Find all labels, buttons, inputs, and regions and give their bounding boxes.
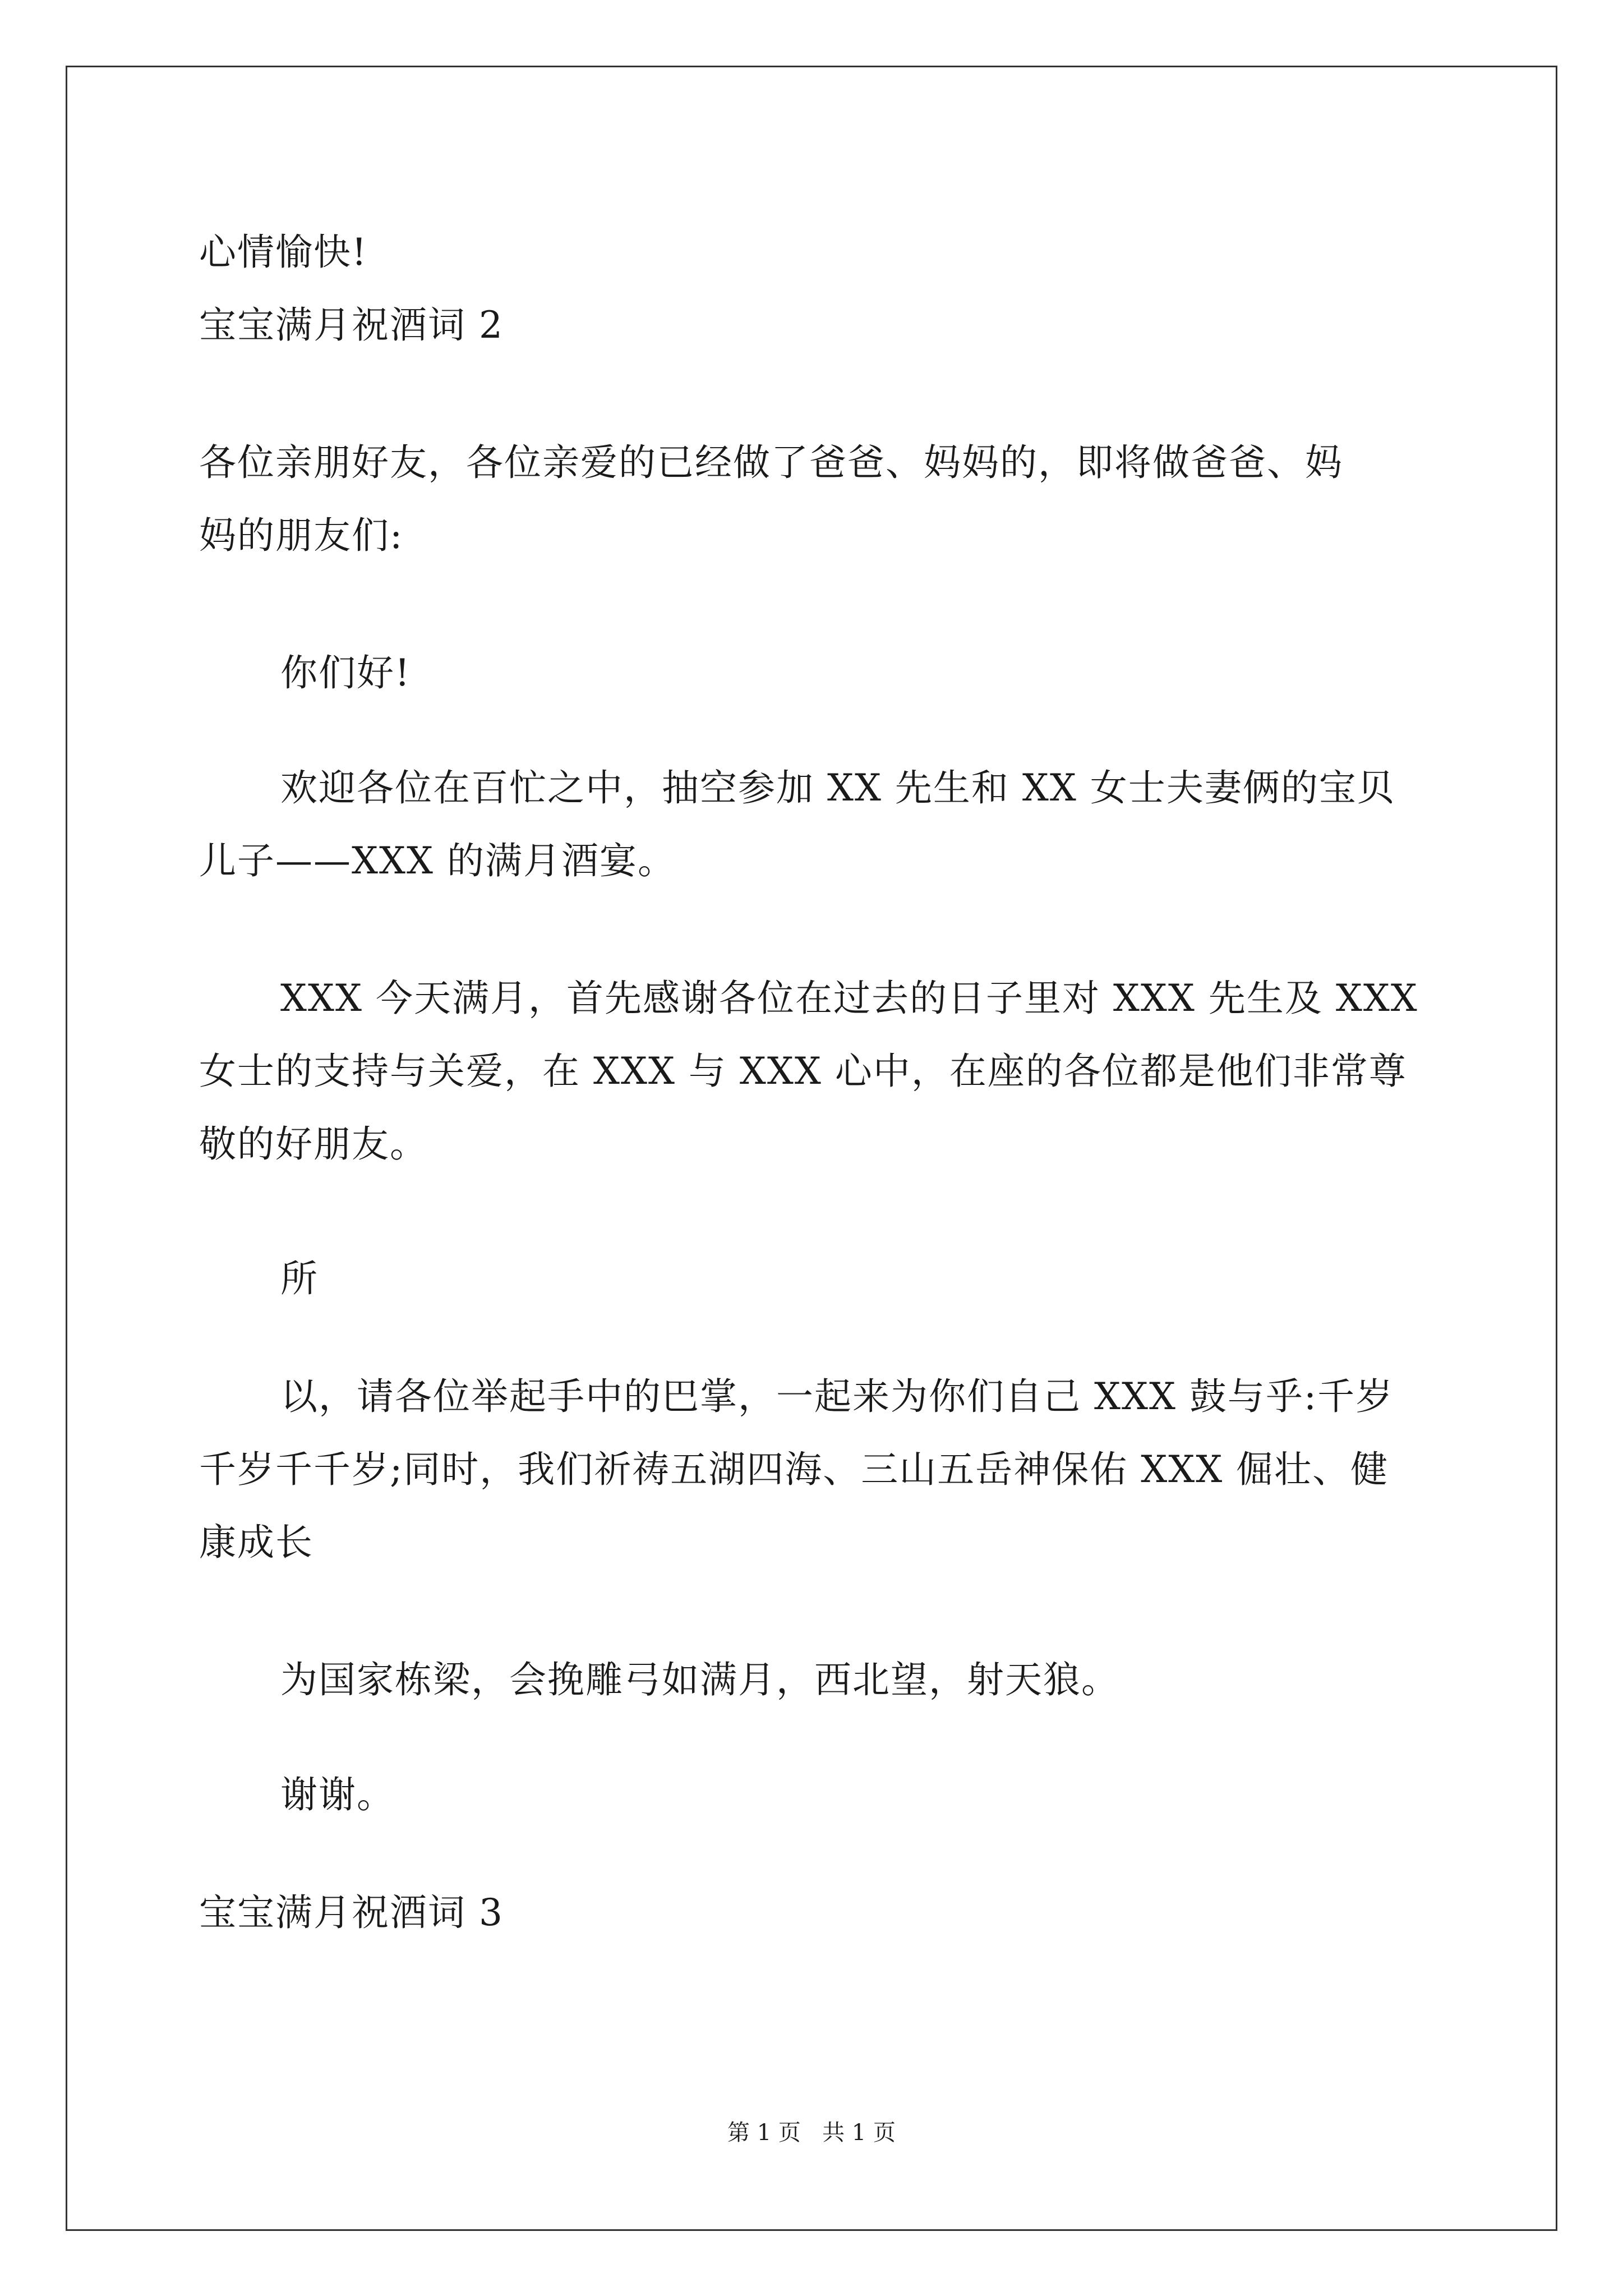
section-heading-3: 宝宝满月祝酒词 3 [199,1891,504,1934]
text-line-closing-wish: 心情愉快! [199,231,368,274]
page-footer: 第 1 页 共 1 页 [727,2120,896,2146]
greeting-line: 你们好! [280,651,411,694]
paragraph-welcome-line-2: 儿子——XXX 的满月酒宴。 [199,839,676,882]
paragraph-welcome-line-1: 欢迎各位在百忙之中，抽空参加 XX 先生和 XX 女士夫妻俩的宝贝 [280,766,1395,809]
paragraph-thanks-line-2: 女士的支持与关爱，在 XXX 与 XXX 心中，在座的各位都是他们非常尊 [199,1050,1407,1093]
salutation-line-1: 各位亲朋好友，各位亲爱的已经做了爸爸、妈妈的，即将做爸爸、妈 [199,441,1343,484]
paragraph-toast-line-3: 康成长 [199,1521,313,1564]
section-heading-2: 宝宝满月祝酒词 2 [199,303,504,347]
paragraph-toast-line-1: 以，请各位举起手中的巴掌，一起来为你们自己 XXX 鼓与乎:千岁 [280,1375,1394,1418]
paragraph-thanks-line-1: XXX 今天满月，首先感谢各位在过去的日子里对 XXX 先生及 XXX [280,977,1418,1020]
paragraph-thanks-line-3: 敬的好朋友。 [199,1122,428,1166]
salutation-line-2: 妈的朋友们: [199,514,404,557]
paragraph-so-line: 所 [280,1257,319,1300]
paragraph-thank-you: 谢谢。 [280,1773,395,1816]
paragraph-toast-line-2: 千岁千千岁;同时，我们祈祷五湖四海、三山五岳神保佑 XXX 倔壮、健 [199,1448,1389,1491]
paragraph-blessing-line: 为国家栋梁，会挽雕弓如满月，西北望，射天狼。 [280,1658,1119,1701]
